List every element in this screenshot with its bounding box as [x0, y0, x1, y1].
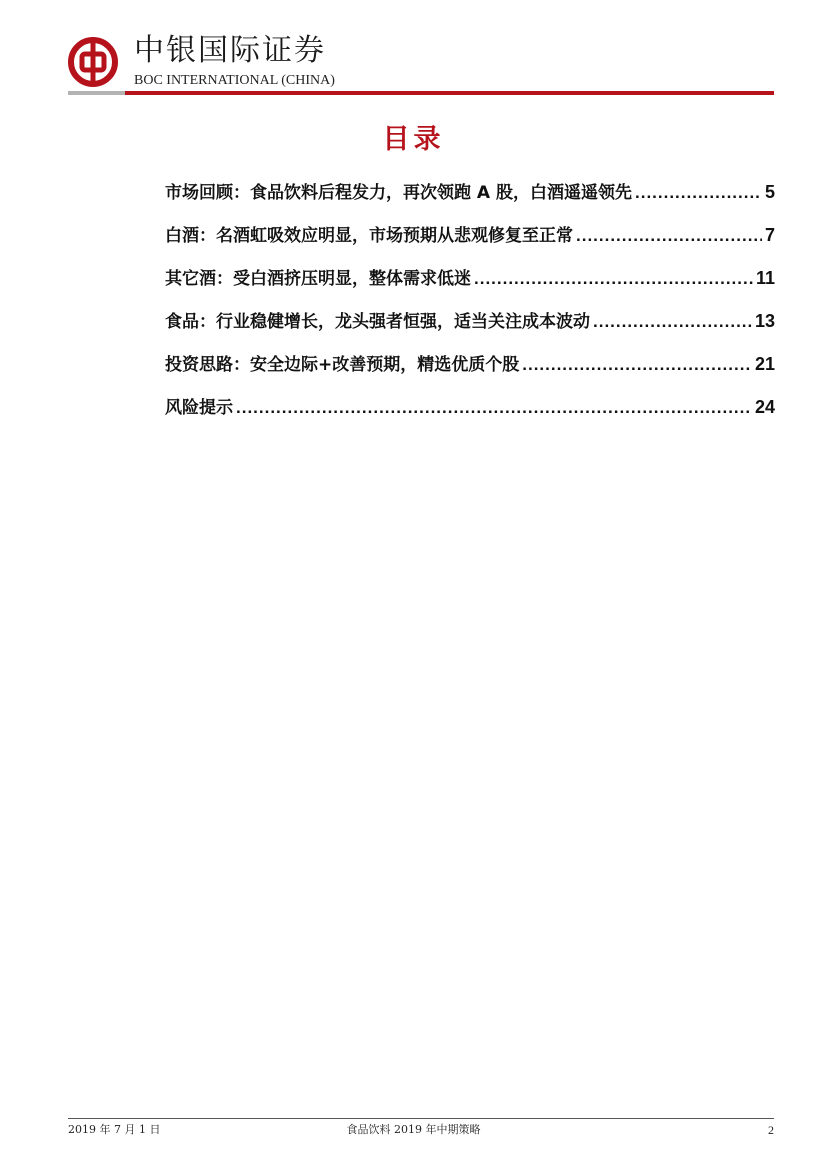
toc-entry-text: 食品：行业稳健增长，龙头强者恒强，适当关注成本波动: [165, 312, 590, 332]
footer-page-number: 2: [768, 1123, 774, 1137]
header-rule-red: [125, 91, 774, 95]
toc-entry-page: 11: [755, 268, 775, 288]
toc-entry[interactable]: [165, 348, 775, 391]
toc-entry[interactable]: [165, 176, 775, 219]
toc-entry-text: 投资思路：安全边际+改善预期，精选优质个股: [165, 355, 520, 375]
toc-entry-page: 21: [754, 354, 775, 374]
toc-leader-dots: [635, 177, 762, 209]
table-of-contents: [165, 176, 775, 434]
footer-rule: [68, 1118, 774, 1119]
brand-name-chinese: 中银国际证券: [134, 33, 326, 68]
brand-name-english: BOC INTERNATIONAL (CHINA): [134, 73, 335, 88]
page-header: [0, 0, 827, 100]
toc-entry-text: 白酒：名酒虹吸效应明显，市场预期从悲观修复至正常: [165, 226, 573, 246]
toc-entry-text: 风险提示: [165, 398, 233, 418]
toc-title: 目录: [382, 124, 445, 155]
toc-entry-text: 其它酒：受白酒挤压明显，整体需求低迷: [165, 269, 471, 289]
toc-entry-text: 市场回顾：食品饮料后程发力，再次领跑 A 股，白酒遥遥领先: [165, 183, 632, 203]
toc-entry-page: 24: [754, 397, 775, 417]
toc-entry[interactable]: [165, 262, 775, 305]
toc-leader-dots: [236, 392, 752, 424]
toc-entry[interactable]: [165, 219, 775, 262]
toc-leader-dots: [474, 263, 753, 295]
footer-date: 2019 年 7 月 1 日: [68, 1123, 161, 1136]
footer-report-title: 食品饮料 2019 年中期策略: [346, 1123, 481, 1136]
toc-entry[interactable]: [165, 305, 775, 348]
header-rule-gray: [68, 91, 125, 95]
toc-leader-dots: [576, 220, 762, 252]
toc-leader-dots: [522, 349, 752, 381]
toc-entry-page: 13: [754, 311, 775, 331]
bank-of-china-logo-icon: [68, 37, 118, 87]
toc-leader-dots: [593, 306, 752, 338]
toc-entry[interactable]: [165, 391, 775, 434]
toc-entry-page: 5: [764, 182, 775, 202]
toc-entry-page: 7: [764, 225, 775, 245]
